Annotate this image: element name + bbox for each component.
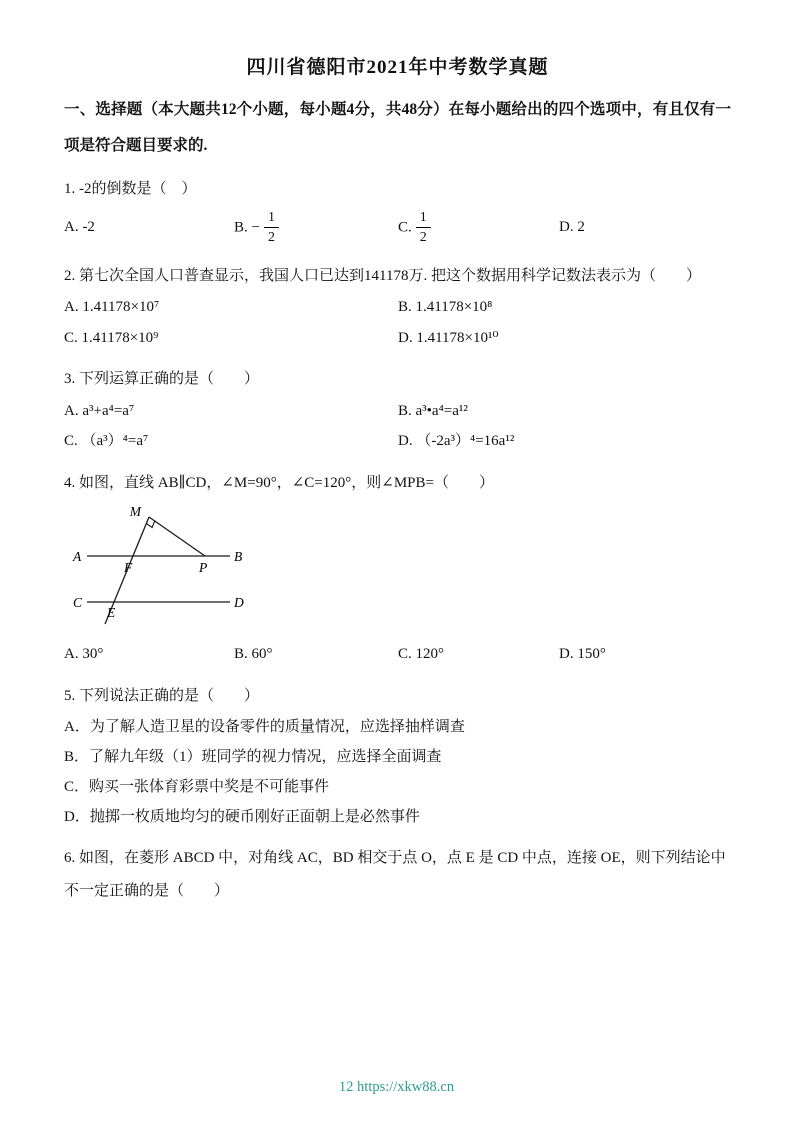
- option-2a: A. 1.41178×10⁷: [64, 298, 160, 315]
- figure-label-a: A: [73, 549, 82, 565]
- figure-label-b: B: [234, 549, 243, 565]
- option-4c: C. 120°: [398, 646, 445, 663]
- option-3b: B. a³•a⁴=a¹²: [398, 402, 468, 419]
- option-4a: A. 30°: [64, 646, 104, 663]
- question-5: [64, 680, 731, 832]
- option-1b: [234, 207, 398, 249]
- question-1-options: [64, 206, 731, 250]
- footer-watermark: 12 https://xkw88.cn: [338, 1079, 455, 1095]
- option-5a: A．为了解人造卫星的设备零件的质量情况，应选择抽样调查: [64, 719, 465, 736]
- option-3a: A. a³+a⁴=a⁷: [64, 402, 135, 419]
- fraction-denominator: 2: [267, 230, 275, 246]
- option-1c: [398, 207, 559, 249]
- option-3c: C. （a³）⁴=a⁷: [64, 433, 149, 450]
- parallel-lines-figure: [72, 505, 257, 637]
- option-2c: C. 1.41178×10⁹: [64, 329, 159, 346]
- option-5b: B．了解九年级（1）班同学的视力情况，应选择全面调查: [64, 749, 442, 766]
- option-1d: D. 2: [559, 219, 585, 236]
- fraction: [416, 209, 431, 247]
- question-6-stem: 6. 如图，在菱形 ABCD 中，对角线 AC，BD 相交于点 O，点 E 是 CD 中点，连接 OE，则下列结论中不一定正确的是（ ）: [64, 850, 726, 899]
- question-3-stem: 3. 下列运算正确的是（ ）: [64, 371, 260, 388]
- question-3: [64, 363, 731, 457]
- fraction-numerator: 1: [416, 209, 431, 229]
- option-1c-label: C.: [398, 218, 412, 235]
- fraction: [264, 209, 279, 247]
- question-3-options-row-2: [64, 426, 731, 457]
- question-1: [64, 173, 731, 249]
- segment-mp: [149, 517, 205, 556]
- option-5d: D．抛掷一枚质地均匀的硬币刚好正面朝上是必然事件: [64, 809, 420, 826]
- option-4d: D. 150°: [559, 646, 606, 663]
- option-2d: D. 1.41178×10¹⁰: [398, 329, 499, 346]
- question-6: [64, 842, 731, 907]
- figure-label-d: D: [234, 595, 244, 611]
- figure-label-f: F: [124, 560, 133, 576]
- question-2-stem: 2. 第七次全国人口普查显示，我国人口已达到141178万. 把这个数据用科学记数法表示为（ ）: [64, 267, 701, 284]
- figure-label-c: C: [73, 595, 83, 611]
- option-1a: A. -2: [64, 219, 95, 236]
- question-2-options-row-2: [64, 323, 731, 354]
- question-4: [64, 467, 731, 670]
- option-3d: D. （-2a³）⁴=16a¹²: [398, 433, 515, 450]
- figure-label-p: P: [199, 560, 208, 576]
- figure-label-e: E: [107, 605, 116, 621]
- minus-sign: −: [251, 218, 260, 235]
- question-5-stem: 5. 下列说法正确的是（ ）: [64, 688, 260, 705]
- question-1-stem: 1. -2的倒数是（ ）: [64, 181, 197, 198]
- question-4-options: [64, 639, 731, 670]
- question-3-options-row-1: [64, 396, 731, 427]
- option-1b-label: B.: [234, 218, 248, 235]
- option-2b: B. 1.41178×10⁸: [398, 298, 493, 315]
- fraction-numerator: 1: [264, 209, 279, 229]
- page-title: 四川省德阳市2021年中考数学真题: [246, 57, 549, 78]
- option-4b: B. 60°: [234, 646, 273, 663]
- fraction-denominator: 2: [419, 230, 427, 246]
- question-4-stem: 4. 如图，直线 AB∥CD，∠M=90°，∠C=120°，则∠MPB=（ ）: [64, 475, 494, 492]
- question-2: [64, 260, 731, 354]
- section-header: 一、选择题（本大题共12个小题，每小题4分，共48分）在每小题给出的四个选项中，有且仅有一项是符合题目要求的.: [64, 101, 731, 154]
- figure-label-m: M: [129, 505, 141, 520]
- question-2-options-row-1: [64, 292, 731, 323]
- question-4-figure: [72, 505, 731, 637]
- option-5c: C．购买一张体育彩票中奖是不可能事件: [64, 779, 330, 796]
